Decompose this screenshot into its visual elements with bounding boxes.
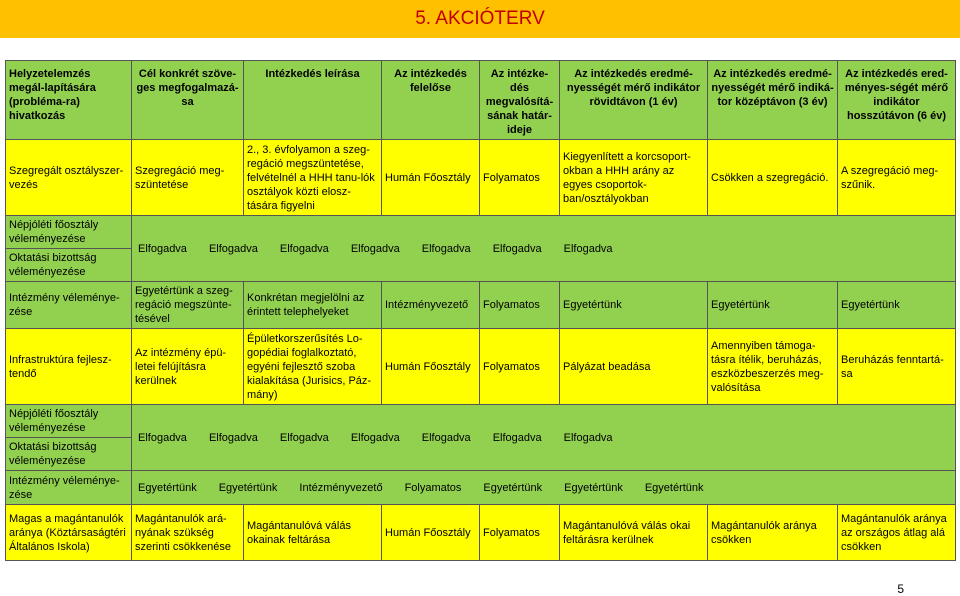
header-indicator-mid: Az intézkedés eredmé-nyességét mérő indiká-tor középtávon (3 év) (708, 61, 838, 140)
table-row (6, 329, 956, 405)
status-label: Egyetértünk (644, 481, 704, 494)
status-label: Egyetértünk (138, 481, 197, 494)
status-label: Elfogadva (563, 242, 613, 255)
cell-problem: Magas a magántanulók aránya (Köztársaságtéri Általános Iskola) (6, 505, 132, 561)
cell-deadline: Folyamatos (480, 329, 560, 405)
cell-indicator-mid: Amennyiben támoga-tásra ítélik, beruházás, eszközbeszerzés meg-valósítása (708, 329, 838, 405)
cell-indicator-long: A szegregáció meg-szűnik. (838, 140, 956, 216)
status-label: Elfogadva (208, 242, 258, 255)
header-indicator-short: Az intézkedés eredmé-nyességét mérő indikátor rövidtávon (1 év) (560, 61, 708, 140)
cell-deadline: Folyamatos (480, 505, 560, 561)
cell-goal: Az intézmény épü-letei felújításra kerülnek (132, 329, 244, 405)
review-row (6, 405, 956, 438)
page-title: 5. AKCIÓTERV (0, 0, 960, 38)
status-label: Elfogadva (492, 431, 542, 444)
cell-problem: Szegregált osztályszer-vezés (6, 140, 132, 216)
cell-indicator-short: Egyetértünk (560, 282, 708, 329)
header-goal: Cél konkrét szöve-ges megfogalmazá-sa (132, 61, 244, 140)
cell-indicator-mid: Csökken a szegregáció. (708, 140, 838, 216)
cell-goal: Szegregáció meg-szüntetése (132, 140, 244, 216)
cell-indicator-short: Magántanulóvá válás okai feltárásra kerülnek (560, 505, 708, 561)
status-label: Folyamatos (404, 481, 462, 494)
cell-review-body: Népjóléti főosztály véleményezése (6, 405, 132, 438)
header-responsible: Az intézkedés felelőse (382, 61, 480, 140)
header-problem: Helyzetelemzés megál-lapítására (probléma-ra) hivatkozás (6, 61, 132, 140)
cell-indicator-long: Egyetértünk (838, 282, 956, 329)
table-row (6, 505, 956, 561)
cell-review-body: Népjóléti főosztály véleményezése (6, 216, 132, 249)
status-label: Elfogadva (138, 431, 187, 444)
cell-measure: 2., 3. évfolyamon a szeg-regáció megszüntetése, felvételnél a HHH tanu-lók osztályok közti elosz-tására figyelni (244, 140, 382, 216)
cell-responsible: Humán Főosztály (382, 329, 480, 405)
status-label: Elfogadva (421, 242, 471, 255)
cell-problem: Infrastruktúra fejlesz-tendő (6, 329, 132, 405)
status-label: Intézményvezető (299, 481, 383, 494)
cell-measure: Épületkorszerűsítés Lo-gopédiai foglalkoztató, egyéni fejlesztő szoba kialakítása (Jurisics, Páz-mány) (244, 329, 382, 405)
cell-responsible: Humán Főosztály (382, 505, 480, 561)
review-band (132, 405, 956, 471)
cell-measure: Magántanulóvá válás okainak feltárása (244, 505, 382, 561)
cell-measure: Konkrétan megjelölni az érintett telephelyeket (244, 282, 382, 329)
status-label: Elfogadva (208, 431, 258, 444)
review-row (6, 216, 956, 249)
status-label: Egyetértünk (564, 481, 623, 494)
cell-goal: Magántanulók ará-nyának szükség szerinti csökkenése (132, 505, 244, 561)
status-label: Elfogadva (279, 242, 329, 255)
header-row (6, 61, 956, 140)
cell-deadline: Folyamatos (480, 282, 560, 329)
review-row (6, 471, 956, 505)
cell-review-body: Oktatási bizottság véleményezése (6, 249, 132, 282)
header-deadline: Az intézke-dés megvalósítá-sának határ-ideje (480, 61, 560, 140)
cell-indicator-short: Pályázat beadása (560, 329, 708, 405)
review-band (132, 471, 956, 505)
review-band (132, 216, 956, 282)
cell-responsible: Humán Főosztály (382, 140, 480, 216)
status-label: Elfogadva (421, 431, 471, 444)
cell-review-body: Intézmény véleménye-zése (6, 471, 132, 505)
table-row (6, 282, 956, 329)
action-plan-table (5, 60, 956, 561)
status-label: Elfogadva (138, 242, 187, 255)
header-measure: Intézkedés leírása (244, 61, 382, 140)
cell-indicator-mid: Magántanulók aránya csökken (708, 505, 838, 561)
cell-review-body: Oktatási bizottság véleményezése (6, 438, 132, 471)
cell-deadline: Folyamatos (480, 140, 560, 216)
page-number: 5 (897, 582, 904, 596)
cell-indicator-mid: Egyetértünk (708, 282, 838, 329)
status-label: Elfogadva (563, 431, 613, 444)
status-label: Elfogadva (350, 431, 400, 444)
header-indicator-long: Az intézkedés ered-ményes-ségét mérő indikátor hosszútávon (6 év) (838, 61, 956, 140)
cell-indicator-long: Magántanulók aránya az országos átlag alá csökken (838, 505, 956, 561)
cell-indicator-long: Beruházás fenntartá-sa (838, 329, 956, 405)
status-label: Elfogadva (492, 242, 542, 255)
status-label: Elfogadva (350, 242, 400, 255)
table-row (6, 140, 956, 216)
cell-responsible: Intézményvezető (382, 282, 480, 329)
status-label: Egyetértünk (483, 481, 543, 494)
status-label: Egyetértünk (218, 481, 278, 494)
cell-goal: Egyetértünk a szeg-regáció megszünte-tésével (132, 282, 244, 329)
cell-problem: Intézmény véleménye-zése (6, 282, 132, 329)
cell-indicator-short: Kiegyenlített a korcsoport-okban a HHH arány az egyes csoportok-ban/osztályokban (560, 140, 708, 216)
status-label: Elfogadva (279, 431, 329, 444)
